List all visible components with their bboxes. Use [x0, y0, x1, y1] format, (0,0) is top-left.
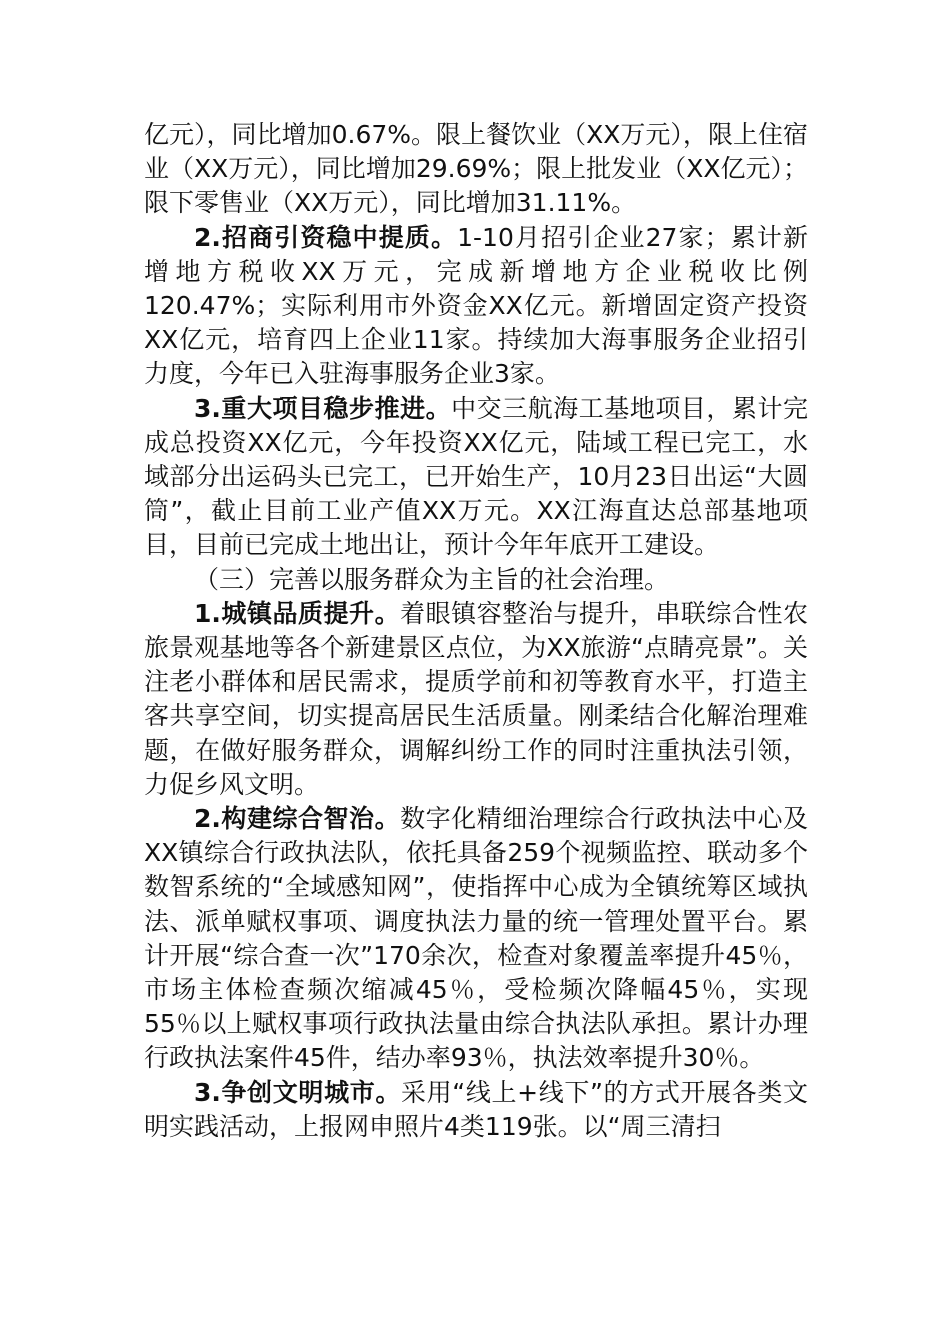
section-heading: 3.争创文明城市。 [194, 1077, 401, 1107]
paragraph-section-three [144, 563, 808, 597]
section-heading: 1.城镇品质提升。 [194, 598, 401, 628]
paragraph-body: 亿元），同比增加0.67%。限上餐饮业（XX万元），限上住宿业（XX万元），同比增加29.69%；限上批发业（XX亿元）；限下零售业（XX万元），同比增加31.11%。 [144, 120, 808, 218]
paragraph-body: 着眼镇容整治与提升，串联综合性农旅景观基地等各个新建景区点位，为XX旅游“点睛亮景”。关注老小群体和居民需求，提质学前和初等教育水平，打造主客共享空间，切实提高居民生活质量。刚柔结合化解治理难题，在做好服务群众，调解纠纷工作的同时注重执法引领，力促乡风文明。 [144, 598, 808, 799]
paragraph-body: 1-10月招引企业27家；累计新增地方税收XX万元，完成新增地方企业税收比例120.47%；实际利用市外资金XX亿元。新增固定资产投资XX亿元，培育四上企业11家。持续加大海事服务企业招引力度，今年已入驻海事服务企业3家。 [144, 222, 808, 389]
paragraph-town-quality [144, 597, 808, 802]
paragraph-body: 数字化精细治理综合行政执法中心及XX镇综合行政执法队，依托具备259个视频监控、联动多个数智系统的“全域感知网”，使指挥中心成为全镇统筹区域执法、派单赋权事项、调度执法力量的统一管理处置平台。累计开展“综合查一次”170余次，检查对象覆盖率提升45％，市场主体检查频次缩减45％，受检频次降幅45％，实现55％以上赋权事项行政执法量由综合执法队承担。累计办理行政执法案件45件，结办率93％，执法效率提升30％。 [144, 804, 808, 1073]
paragraph-body: 采用“线上+线下”的方式开展各类文明实践活动，上报网申照片4类119张。以“周三清扫 [144, 1077, 808, 1141]
section-heading: 2.构建综合智治。 [194, 804, 401, 834]
section-title: （三）完善以服务群众为主旨的社会治理。 [194, 564, 670, 594]
paragraph-investment [144, 221, 808, 392]
paragraph-body: 中交三航海工基地项目，累计完成总投资XX亿元，今年投资XX亿元，陆域工程已完工，水域部分出运码头已完工，已开始生产，10月23日出运“大圆筒”，截止目前工业产值XX万元。XX江海直达总部基地项目，目前已完成土地出让，预计今年年底开工建设。 [144, 393, 808, 560]
paragraph-smart-governance [144, 802, 808, 1076]
paragraph-retail-stats [144, 118, 808, 221]
paragraph-civilized-city [144, 1076, 808, 1144]
document-body [144, 118, 808, 1144]
paragraph-major-projects [144, 392, 808, 563]
section-heading: 2.招商引资稳中提质。 [194, 222, 458, 252]
section-heading: 3.重大项目稳步推进。 [194, 393, 452, 423]
